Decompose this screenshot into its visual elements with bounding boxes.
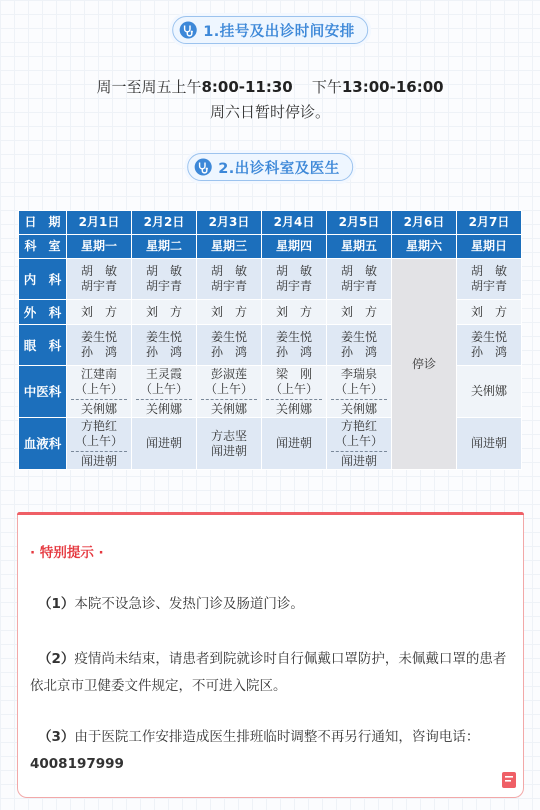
notice-item bbox=[30, 724, 509, 778]
doctor-name: 关俐娜 bbox=[71, 399, 127, 417]
doctor-cell bbox=[67, 259, 132, 300]
notice-item-text: 疫情尚未结束，请患者到院就诊时自行佩戴口罩防护，未佩戴口罩的患者依北京市卫健委文件规定，不可进入院区。 bbox=[30, 651, 507, 694]
weekday-cell: 星期五 bbox=[327, 235, 392, 259]
weekday-row bbox=[19, 235, 522, 259]
doctor-name: 关俐娜 bbox=[201, 399, 257, 417]
date-cell: 2月3日 bbox=[197, 211, 262, 235]
doctor-cell: 闻进朝 bbox=[132, 418, 197, 470]
session-note: （上午） bbox=[334, 381, 383, 396]
corner-date-label: 日 期 bbox=[19, 211, 67, 235]
doctor-cell bbox=[327, 259, 392, 300]
doctor-cell: 刘 方 bbox=[262, 300, 327, 325]
session-note: （上午） bbox=[334, 433, 383, 448]
doctor-name: 胡 敏 bbox=[80, 264, 117, 278]
notice-item-text: 本院不设急诊、发热门诊及肠道门诊。 bbox=[74, 596, 304, 612]
session-note: （上午） bbox=[74, 381, 123, 396]
doctor-cell: 刘 方 bbox=[327, 300, 392, 325]
weekday-cell: 星期四 bbox=[262, 235, 327, 259]
doctor-cell bbox=[67, 418, 132, 470]
weekday-cell: 星期一 bbox=[67, 235, 132, 259]
doctor-name: 胡 敏 bbox=[210, 264, 247, 278]
doctor-name: 孙 鸿 bbox=[470, 345, 507, 359]
notice-item-number: （2） bbox=[38, 651, 75, 667]
doctor-name: 闻进朝 bbox=[71, 451, 127, 469]
doctor-name: 姜生悦 bbox=[80, 330, 117, 344]
doctor-name: 彭淑莲 bbox=[210, 366, 247, 381]
notice-item bbox=[30, 646, 509, 700]
session-note: （上午） bbox=[204, 381, 253, 396]
doctor-name: 江建南 bbox=[80, 366, 117, 381]
doctor-name: 孙 鸿 bbox=[210, 345, 247, 359]
doctor-name: 王灵霞 bbox=[145, 366, 182, 381]
dept-surgery: 外 科 bbox=[19, 300, 67, 325]
doctor-cell bbox=[197, 418, 262, 470]
doctor-name: 姜生悦 bbox=[275, 330, 312, 344]
doctor-name: 李瑞泉 bbox=[340, 366, 377, 381]
doctor-name: 姜生悦 bbox=[470, 330, 507, 344]
doctor-cell bbox=[457, 259, 522, 300]
doctor-cell bbox=[67, 366, 132, 418]
closed-cell: 停诊 bbox=[392, 259, 457, 470]
doctor-cell bbox=[327, 366, 392, 418]
notice-item-number: （3） bbox=[38, 729, 75, 745]
dept-internal-medicine: 内 科 bbox=[19, 259, 67, 300]
doctor-name: 孙 鸿 bbox=[80, 345, 117, 359]
doctor-name: 胡 敏 bbox=[145, 264, 182, 278]
doctor-name: 胡宇青 bbox=[145, 279, 182, 293]
date-cell: 2月7日 bbox=[457, 211, 522, 235]
weekday-cell: 星期二 bbox=[132, 235, 197, 259]
stethoscope-icon bbox=[179, 21, 197, 39]
doctor-name: 方艳红 bbox=[80, 418, 117, 433]
section-heading-departments bbox=[187, 153, 353, 181]
doctor-cell bbox=[132, 366, 197, 418]
doctor-name: 胡宇青 bbox=[470, 279, 507, 293]
doctor-name: 胡宇青 bbox=[275, 279, 312, 293]
date-cell: 2月6日 bbox=[392, 211, 457, 235]
doctor-name: 孙 鸿 bbox=[275, 345, 312, 359]
dept-tcm: 中医科 bbox=[19, 366, 67, 418]
doctor-name: 闻进朝 bbox=[210, 443, 247, 458]
doctor-name: 闻进朝 bbox=[331, 451, 387, 469]
stethoscope-icon bbox=[194, 158, 212, 176]
date-row bbox=[19, 211, 522, 235]
weekday-cell: 星期日 bbox=[457, 235, 522, 259]
date-cell: 2月5日 bbox=[327, 211, 392, 235]
doctor-name: 胡宇青 bbox=[210, 279, 247, 293]
doctor-name: 姜生悦 bbox=[145, 330, 182, 344]
doctor-cell: 刘 方 bbox=[457, 300, 522, 325]
doctor-cell: 刘 方 bbox=[197, 300, 262, 325]
doctor-cell bbox=[262, 259, 327, 300]
row-internal-medicine bbox=[19, 259, 522, 300]
schedule-table bbox=[18, 210, 522, 470]
doctor-cell bbox=[132, 325, 197, 366]
doctor-cell bbox=[457, 325, 522, 366]
doctor-name: 方艳红 bbox=[340, 418, 377, 433]
weekday-cell: 星期六 bbox=[392, 235, 457, 259]
session-note: （上午） bbox=[269, 381, 318, 396]
doctor-cell bbox=[132, 259, 197, 300]
doctor-name: 关俐娜 bbox=[266, 399, 322, 417]
doctor-cell bbox=[197, 325, 262, 366]
doctor-cell bbox=[197, 366, 262, 418]
doctor-name: 关俐娜 bbox=[136, 399, 192, 417]
am-time: 8:00-11:30 bbox=[201, 78, 293, 96]
session-note: （上午） bbox=[74, 433, 123, 448]
doctor-name: 胡 敏 bbox=[470, 264, 507, 278]
notice-item-number: （1） bbox=[38, 596, 75, 612]
consult-phone: 4008197999 bbox=[30, 756, 124, 772]
date-cell: 2月2日 bbox=[132, 211, 197, 235]
doctor-name: 姜生悦 bbox=[210, 330, 247, 344]
notice-item-text: 由于医院工作安排造成医生排班临时调整不再另行通知，咨询电话： bbox=[74, 729, 480, 745]
pm-label: 下午 bbox=[311, 78, 342, 96]
pm-time: 13:00-16:00 bbox=[341, 78, 444, 96]
doctor-cell bbox=[67, 325, 132, 366]
dept-hematology: 血液科 bbox=[19, 418, 67, 470]
doctor-cell bbox=[197, 259, 262, 300]
doctor-name: 胡 敏 bbox=[340, 264, 377, 278]
doctor-cell bbox=[262, 366, 327, 418]
section-heading-schedule-time bbox=[172, 16, 368, 44]
doctor-cell bbox=[262, 325, 327, 366]
doctor-name: 姜生悦 bbox=[340, 330, 377, 344]
weekend-notice: 周六日暂时停诊。 bbox=[209, 103, 330, 121]
doctor-name: 孙 鸿 bbox=[340, 345, 377, 359]
doctor-name: 关俐娜 bbox=[331, 399, 387, 417]
bookmark-icon bbox=[501, 771, 517, 789]
doctor-cell: 关俐娜 bbox=[457, 366, 522, 418]
doctor-name: 胡 敏 bbox=[275, 264, 312, 278]
section-title: 1.挂号及出诊时间安排 bbox=[203, 23, 355, 40]
dept-ophthalmology: 眼 科 bbox=[19, 325, 67, 366]
doctor-cell: 刘 方 bbox=[132, 300, 197, 325]
hours-prefix: 周一至周五上午 bbox=[96, 78, 202, 96]
date-cell: 2月1日 bbox=[67, 211, 132, 235]
doctor-name: 方志坚 bbox=[210, 428, 247, 443]
weekday-hours bbox=[0, 76, 540, 97]
date-cell: 2月4日 bbox=[262, 211, 327, 235]
special-notice-card bbox=[17, 515, 524, 798]
notice-item bbox=[30, 591, 509, 618]
doctor-cell bbox=[327, 418, 392, 470]
corner-dept-label: 科 室 bbox=[19, 235, 67, 259]
doctor-cell: 闻进朝 bbox=[457, 418, 522, 470]
doctor-cell: 闻进朝 bbox=[262, 418, 327, 470]
doctor-name: 胡宇青 bbox=[340, 279, 377, 293]
session-note: （上午） bbox=[139, 381, 188, 396]
weekday-cell: 星期三 bbox=[197, 235, 262, 259]
doctor-name: 孙 鸿 bbox=[145, 345, 182, 359]
doctor-cell bbox=[327, 325, 392, 366]
doctor-cell: 刘 方 bbox=[67, 300, 132, 325]
notice-title: · 特别提示 · bbox=[30, 545, 104, 561]
doctor-name: 梁 刚 bbox=[275, 366, 312, 381]
section-title: 2.出诊科室及医生 bbox=[218, 160, 340, 177]
doctor-name: 胡宇青 bbox=[80, 279, 117, 293]
